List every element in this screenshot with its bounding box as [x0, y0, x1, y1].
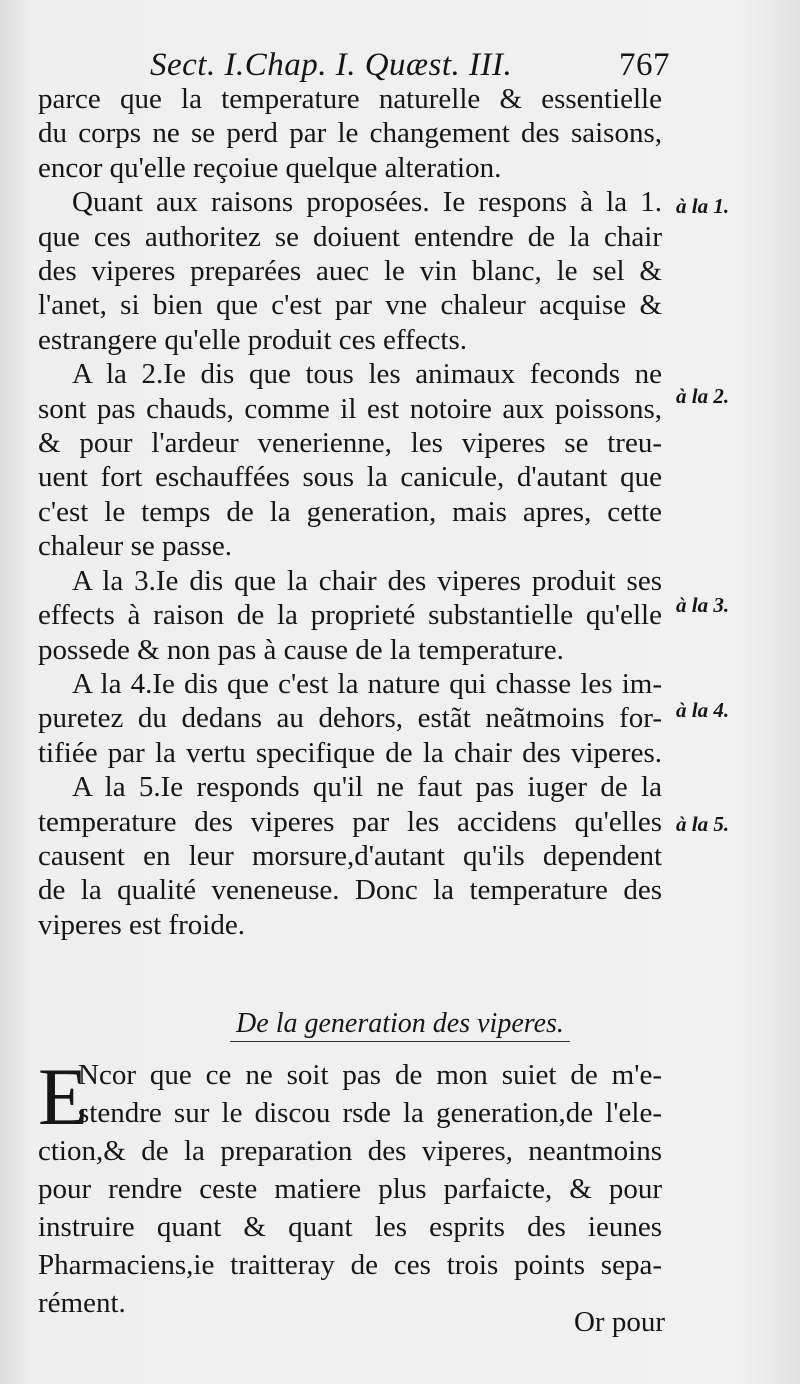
text-line: effects à raison de la proprieté substantielle qu'elle	[38, 599, 662, 632]
text-line: possede & non pas à cause de la temperature.	[38, 633, 564, 666]
section-title	[0, 1008, 800, 1040]
text-line: temperature des viperes par les accidens qu'elles	[38, 805, 662, 838]
text-line: que ces authoritez se doiuent entendre de la chair	[38, 220, 662, 253]
text-line: Ncor que ce ne soit pas de mon suiet de m'e-	[78, 1059, 662, 1091]
catchword: Or pour	[573, 1306, 665, 1338]
text-line: c'est le temps de la generation, mais apres, cette	[38, 495, 662, 528]
text-line: A la 4.Ie dis que c'est la nature qui chasse les im-	[72, 667, 662, 700]
text-line: ction,& de la preparation des viperes, neantmoins	[38, 1135, 662, 1167]
margin-note: à la 1.	[676, 194, 730, 218]
margin-note: à la 5.	[676, 812, 730, 836]
text-line: sont pas chauds, comme il est notoire aux poissons,	[38, 392, 662, 425]
text-line: A la 5.Ie responds qu'il ne faut pas iuger de la	[72, 771, 662, 804]
margin-note: à la 4.	[676, 698, 730, 722]
text-line: tifiée par la vertu specifique de la chair des viperes.	[38, 736, 662, 769]
text-line: Quant aux raisons proposées. Ie respons à la 1.	[72, 186, 662, 219]
margin-note: à la 3.	[676, 593, 730, 617]
text-line: A la 3.Ie dis que la chair des viperes produit ses	[72, 564, 662, 597]
body-text	[38, 82, 662, 942]
text-line: A la 2.Ie dis que tous les animaux feconds ne	[72, 358, 662, 391]
text-line: instruire quant & quant les esprits des ieunes	[38, 1211, 662, 1243]
text-line: causent en leur morsure,d'autant qu'ils dependent	[38, 839, 662, 872]
text-line: du corps ne se perd par le changement des saisons,	[38, 117, 662, 150]
text-line: des viperes preparées auec le vin blanc, le sel &	[38, 255, 662, 288]
text-line: stendre sur le discou rsde la generation,de l'ele-	[78, 1097, 662, 1129]
text-line: estrangere qu'elle produit ces effects.	[38, 323, 468, 356]
text-line: parce que la temperature naturelle & essentielle	[38, 83, 662, 115]
section-title-text: De la generation des viperes.	[230, 1008, 570, 1042]
text-line: uent fort eschauffées sous la canicule, d'autant que	[38, 461, 662, 494]
margin-note: à la 2.	[676, 384, 730, 408]
text-line: & pour l'ardeur venerienne, les viperes se treu-	[38, 427, 662, 460]
text-line: viperes est froide.	[38, 908, 245, 941]
text-line: l'anet, si bien que c'est par vne chaleur acquise &	[38, 289, 662, 322]
text-line: Pharmaciens,ie traitteray de ces trois points sepa-	[38, 1249, 662, 1281]
drop-cap: E	[38, 1051, 89, 1142]
running-title: Sect. I.Chap. I. Quæst. III.	[150, 47, 513, 83]
page-number: 767	[619, 47, 670, 83]
text-line: chaleur se passe.	[38, 530, 233, 563]
text-line: puretez du dedans au dehors, estãt neãtmoins for-	[38, 702, 662, 735]
text-line: encor qu'elle reçoiue quelque alteration.	[38, 151, 502, 184]
chapter-paragraph	[38, 1051, 662, 1322]
text-line: de la qualité veneneuse. Donc la temperature des	[38, 874, 662, 907]
text-line: rément.	[38, 1287, 126, 1319]
text-line: pour rendre ceste matiere plus parfaicte, & pour	[38, 1173, 662, 1205]
